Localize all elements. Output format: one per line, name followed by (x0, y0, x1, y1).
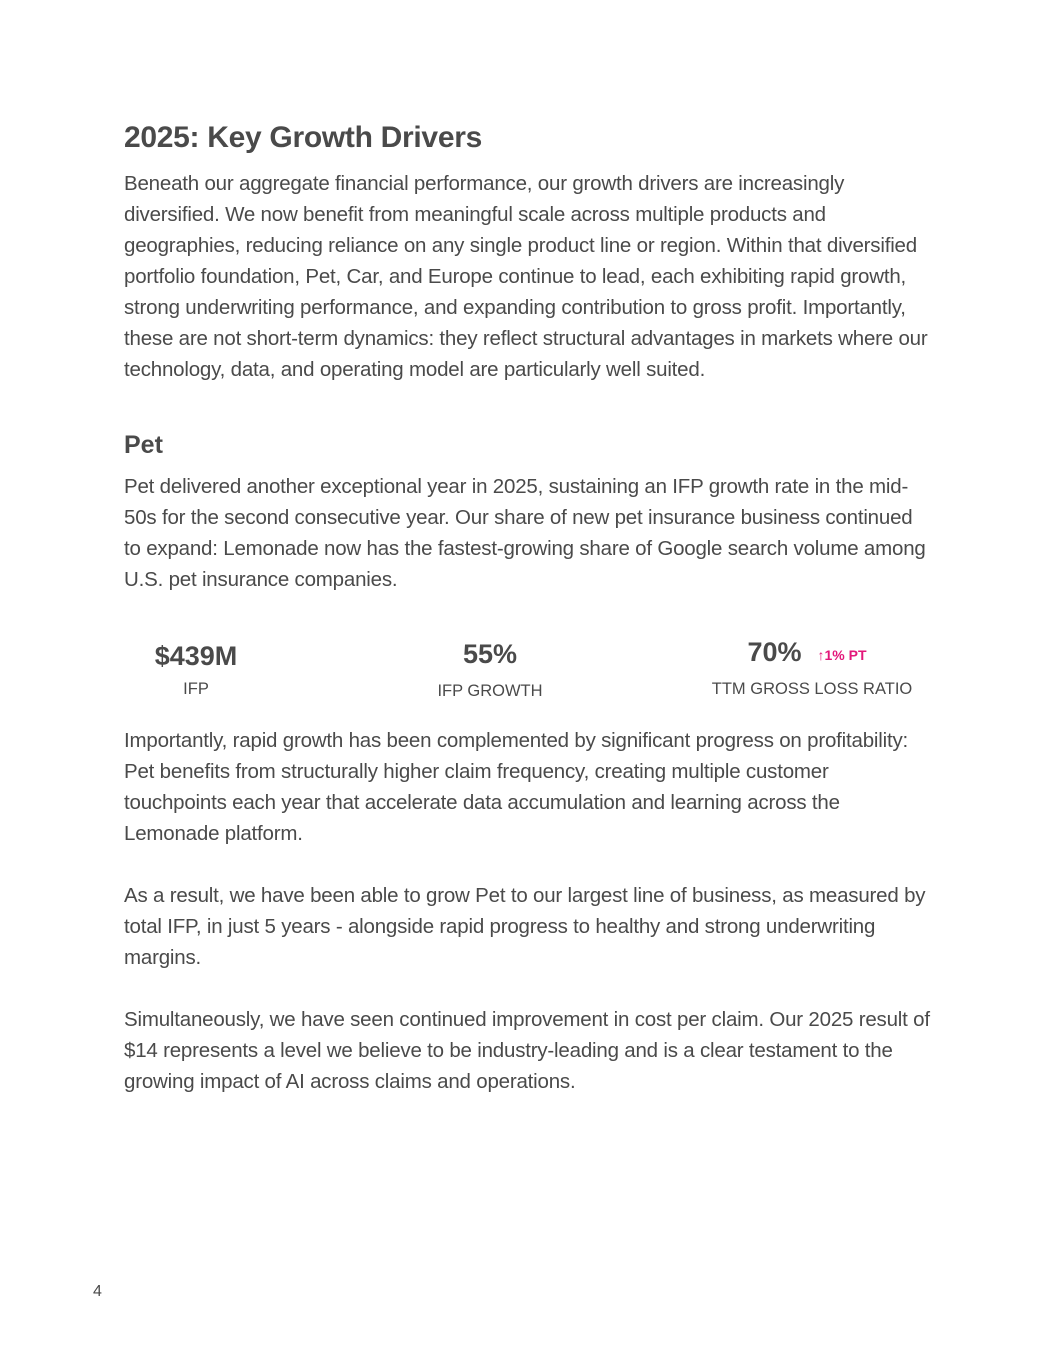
pet-paragraph-4: Simultaneously, we have seen continued improvement in cost per claim. Our 2025 result of $14 represents a level we believe to be industry-leading and is a clear testament to the growing impact of AI across claims and operations. (124, 1008, 930, 1093)
pet-heading: Pet (124, 431, 163, 459)
stat-glr-value: 70% (747, 637, 802, 667)
stat-ifp-label: IFP (183, 680, 209, 698)
document-page (124, 116, 934, 1097)
page-number: 4 (93, 1283, 102, 1300)
pet-paragraph-1: Pet delivered another exceptional year in 2025, sustaining an IFP growth rate in the mid-50s for the second consecutive year. Our share of new pet insurance business continued to expand: Lemonade now has the fastest-growing share of Google search volume among U.S. pet insurance companies. (124, 475, 926, 591)
stat-ifp-growth (424, 639, 556, 701)
intro-paragraph: Beneath our aggregate financial performance, our growth drivers are increasingly diversified. We now benefit from meaningful scale across multiple products and geographies, reducing reliance on any single product line or region. Within that diversified portfolio foundation, Pet, Car, and Europe continue to lead, each exhibiting rapid growth, strong underwriting performance, and expanding contribution to gross profit. Importantly, these are not short-term dynamics: they reflect structural advantages in markets where our technology, data, and operating model are particularly well suited. (124, 172, 928, 381)
stat-glr-value-row (696, 637, 918, 668)
stat-glr-delta-badge: ↑1% PT (817, 646, 867, 663)
stat-ifp (130, 641, 262, 699)
stat-glr-label: TTM GROSS LOSS RATIO (711, 680, 913, 698)
stat-growth-label: IFP GROWTH (437, 682, 543, 700)
section-title: 2025: Key Growth Drivers (124, 121, 482, 154)
pet-paragraph-2: Importantly, rapid growth has been complemented by significant progress on profitability: Pet benefits from structurally higher claim frequency, creating multiple customer touchpoints each year that accelerate data accumulation and learning across the Lemonade platform. (124, 729, 909, 845)
stat-gross-loss-ratio (706, 637, 918, 699)
stat-ifp-value: $439M (154, 641, 238, 671)
stat-growth-value: 55% (462, 639, 518, 669)
pet-stats-row (124, 627, 934, 725)
pet-paragraph-3: As a result, we have been able to grow Pet to our largest line of business, as measured by total IFP, in just 5 years - alongside rapid progress to healthy and strong underwriting margins. (124, 884, 926, 969)
